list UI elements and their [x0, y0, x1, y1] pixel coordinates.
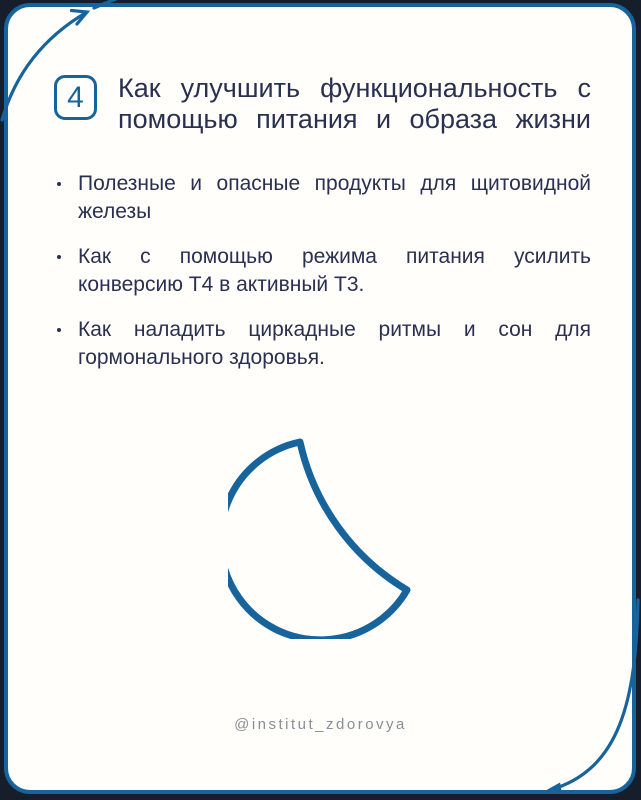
- bullet-line: Как с помощью режима питания усилить: [78, 245, 591, 268]
- chapter-number: 4: [67, 80, 84, 114]
- title-line-1: Как улучшить функциональность с: [118, 73, 591, 103]
- list-item: [55, 243, 591, 299]
- instagram-handle: @institut_zdorovya: [234, 716, 407, 733]
- list-item: [55, 170, 591, 226]
- chapter-number-badge: [54, 75, 97, 120]
- crescent-moon-icon: [228, 434, 428, 639]
- bullet-list: [55, 170, 591, 389]
- bullet-line: гормонального здоровья.: [78, 346, 325, 369]
- bullet-line: конверсию Т4 в активный Т3.: [78, 273, 365, 296]
- list-item: [55, 316, 591, 372]
- page-title: [118, 73, 591, 135]
- bullet-line: Полезные и опасные продукты для щитовидной: [78, 172, 591, 195]
- bullet-line: железы: [78, 200, 152, 223]
- title-line-2: помощью питания и образа жизни: [118, 104, 591, 134]
- bullet-dot: [55, 316, 78, 372]
- bullet-dot: [55, 243, 78, 299]
- bullet-line: Как наладить циркадные ритмы и сон для: [78, 318, 591, 341]
- bullet-dot: [55, 170, 78, 226]
